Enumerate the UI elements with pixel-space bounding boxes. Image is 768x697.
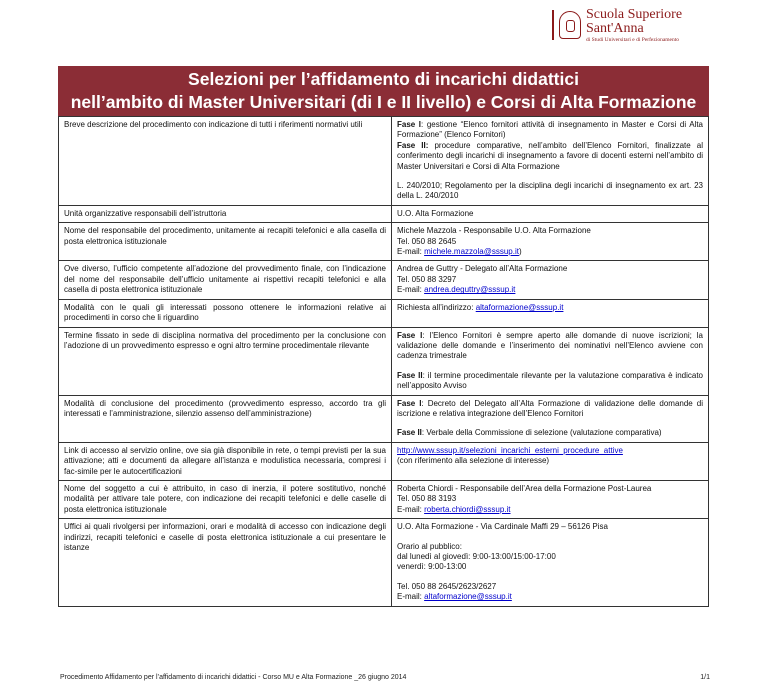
table-row	[59, 223, 709, 261]
logo-name: Scuola Superiore Sant'Anna	[586, 7, 683, 36]
table-row	[59, 299, 709, 327]
table-row	[59, 117, 709, 206]
row-label: Link di accesso al servizio online, ove sia già disponibile in rete, o tempi previsti per la sua attivazione; atti e documenti da allegare all’istanza e modulistica necessaria, compresi i fac-simile per le autocertificazioni	[59, 442, 392, 480]
seal-icon	[559, 11, 581, 39]
row-value: Michele Mazzola - Responsabile U.O. Alta Formazione Tel. 050 88 2645 E-mail: michele.mazzola@sssup.it)	[392, 223, 709, 261]
table-row	[59, 480, 709, 518]
row-label: Breve descrizione del procedimento con indicazione di tutti i riferimenti normativi utili	[59, 117, 392, 206]
document-title	[58, 66, 709, 116]
row-value: Fase I: l’Elenco Fornitori è sempre aperto alle domande di nuove iscrizioni; la validazione delle domande e l’inserimento dei nominativi nell’Elenco avviene con cadenza trimestrale Fase II: il termine procedimentale rilevante per la valutazione comparativa è indicato nell’apposito Avviso	[392, 327, 709, 395]
footer	[60, 674, 710, 681]
email-link[interactable]: michele.mazzola@sssup.it	[424, 247, 519, 257]
row-value: Fase I: Decreto del Delegato all’Alta Formazione di validazione delle domande di iscrizione e relativa integrazione dell’Elenco Fornitori Fase II: Verbale della Commissione di selezione (valutazione comparativa)	[392, 395, 709, 442]
page-number: 1/1	[700, 674, 710, 681]
table-row	[59, 261, 709, 299]
row-label: Uffici ai quali rivolgersi per informazioni, orari e modalità di accesso con indicazione degli indirizzi, recapiti telefonici e caselle di posta elettronica istituzionale a cui presentare le istanze	[59, 519, 392, 606]
logo	[552, 8, 742, 44]
table-row	[59, 442, 709, 480]
row-label: Ove diverso, l’ufficio competente all’adozione del provvedimento finale, con l’indicazione del nome del responsabile dell’ufficio unitamente ai rispettivi recapiti telefonici e alla casella di posta elettronica istituzionale	[59, 261, 392, 299]
table-row	[59, 395, 709, 442]
row-label: Nome del soggetto a cui è attribuito, in caso di inerzia, il potere sostitutivo, nonché modalità per attivare tale potere, con indicazione dei recapiti telefonici e delle caselle di posta elettronica istituzionale	[59, 480, 392, 518]
row-value: Andrea de Guttry - Delegato all’Alta Formazione Tel. 050 88 3297 E-mail: andrea.deguttry@sssup.it	[392, 261, 709, 299]
logo-divider	[552, 10, 554, 40]
row-label: Modalità con le quali gli interessati possono ottenere le informazioni relative ai procedimenti in corso che li riguardino	[59, 299, 392, 327]
table-row	[59, 205, 709, 222]
table-row	[59, 327, 709, 395]
row-value: Richiesta all’indirizzo: altaformazione@sssup.it	[392, 299, 709, 327]
row-value: U.O. Alta Formazione - Via Cardinale Maffi 29 – 56126 Pisa Orario al pubblico: dal lunedì al giovedì: 9:00-13:00/15:00-17:00 venerdì: 9:00-13:00 Tel. 050 88 2645/2623/2627 E-mail: altaformazione@sssup.it	[392, 519, 709, 606]
procedure-table	[58, 116, 709, 607]
row-label: Termine fissato in sede di disciplina normativa del procedimento per la conclusione con l’adozione di un provvedimento espresso e ogni altro termine procedimentale rilevante	[59, 327, 392, 395]
email-link[interactable]: andrea.deguttry@sssup.it	[424, 285, 516, 295]
table-row	[59, 519, 709, 606]
row-value: Fase I: gestione “Elenco fornitori attività di insegnamento in Master e Corsi di Alta Formazione” (Elenco Fornitori) Fase II: procedure comparative, nell’ambito dell’Elenco Fornitori, finalizzate al conferimento degli incarichi di insegnamento a favore di docenti esterni nell’ambito di Master Universitari e Corsi di Alta Formazione L. 240/2010; Regolamento per la disciplina degli incarichi di insegnamento ex art. 23 della L. 240/2010	[392, 117, 709, 206]
row-label: Nome del responsabile del procedimento, unitamente ai recapiti telefonici e alla casella di posta elettronica istituzionale	[59, 223, 392, 261]
row-value: http://www.sssup.it/selezioni_incarichi_esterni_procedure_attive (con riferimento alla selezione di interesse)	[392, 442, 709, 480]
row-label: Unità organizzative responsabili dell’istruttoria	[59, 205, 392, 222]
row-label: Modalità di conclusione del procedimento (provvedimento espresso, accordo tra gli interessati e l’amministrazione, silenzio assenso dell’amministrazione)	[59, 395, 392, 442]
email-link[interactable]: altaformazione@sssup.it	[424, 592, 512, 602]
online-service-link[interactable]: http://www.sssup.it/selezioni_incarichi_esterni_procedure_attive	[397, 445, 623, 455]
row-value: U.O. Alta Formazione	[392, 205, 709, 222]
email-link[interactable]: altaformazione@sssup.it	[475, 302, 564, 312]
footer-text: Procedimento Affidamento per l’affidamento di incarichi didattici - Corso MU e Alta Formazione _26 giugno 2014	[60, 674, 407, 681]
row-value: Roberta Chiordi - Responsabile dell’Area della Formazione Post-Laurea Tel. 050 88 3193 E-mail: roberta.chiordi@sssup.it	[392, 480, 709, 518]
title-line-2: nell’ambito di Master Universitari (di I e II livello) e Corsi di Alta Formazione	[70, 92, 697, 112]
logo-subtitle: di Studi Universitari e di Perfezionamento	[586, 37, 680, 43]
title-line-1: Selezioni per l’affidamento di incarichi didattici	[188, 69, 579, 89]
email-link[interactable]: roberta.chiordi@sssup.it	[424, 504, 511, 514]
